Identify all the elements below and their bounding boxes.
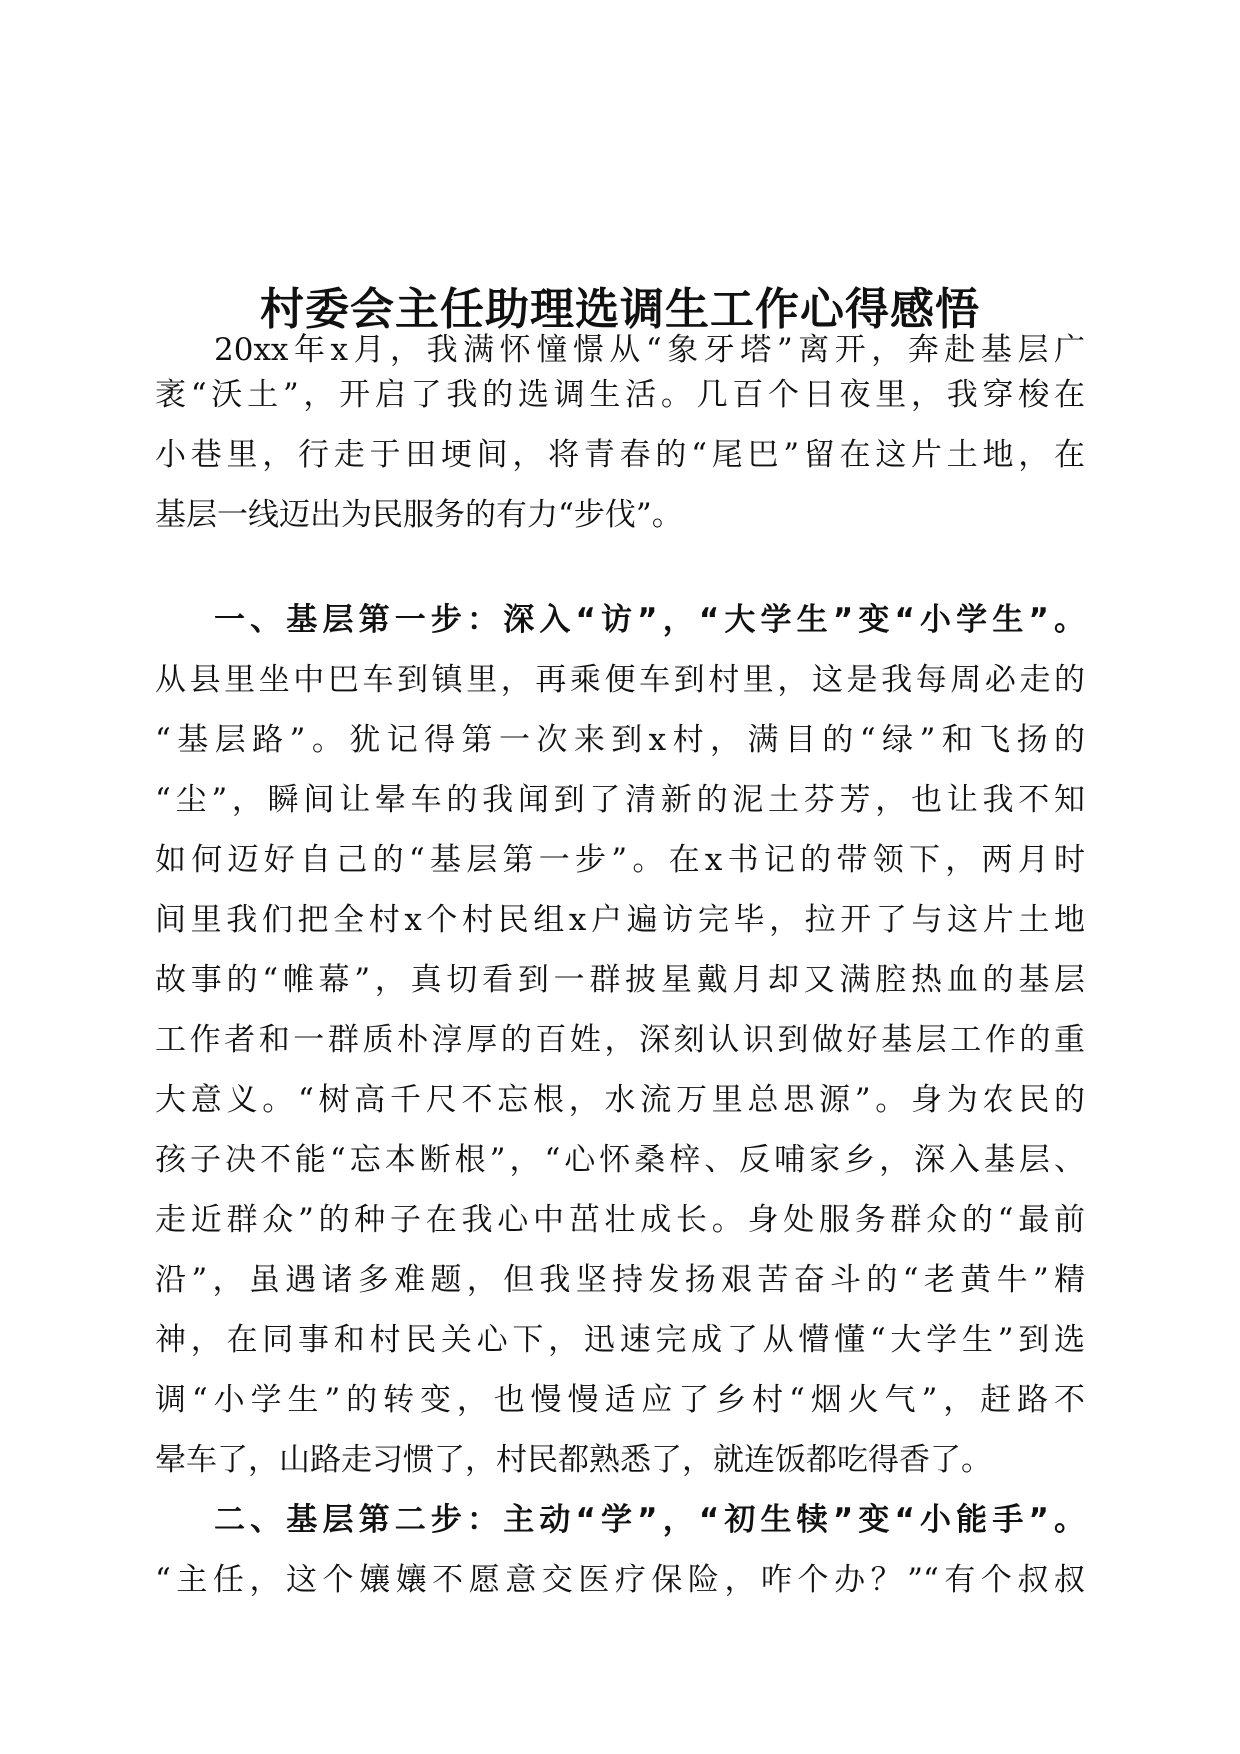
paragraph-1-line-3: 小巷里，行走于田埂间，将青春的“尾巴”留在这片土地，在	[155, 437, 1085, 473]
paragraph-2-line-10: 走近群众”的种子在我心中茁壮成长。身处服务群众的“最前	[155, 1202, 1085, 1238]
paragraph-3-line-1: “主任，这个孃孃不愿意交医疗保险，咋个办？”“有个叔叔	[155, 1562, 1085, 1598]
paragraph-2-line-6: 故事的“帷幕”，真切看到一群披星戴月却又满腔热血的基层	[155, 962, 1085, 998]
paragraph-2-line-13: 调“小学生”的转变，也慢慢适应了乡村“烟火气”，赶路不	[155, 1382, 1085, 1418]
document-title: 村委会主任助理选调生工作心得感悟	[260, 284, 980, 335]
section-heading-1: 一、基层第一步：深入“访”，“大学生”变“小学生”。	[214, 602, 1085, 638]
paragraph-2-line-14: 晕车了，山路走习惯了，村民都熟悉了，就连饭都吃得香了。	[155, 1442, 992, 1478]
paragraph-2-line-12: 神，在同事和村民关心下，迅速完成了从懵懂“大学生”到选	[155, 1322, 1085, 1358]
paragraph-2-line-4: 如何迈好自己的“基层第一步”。在x书记的带领下，两月时	[155, 842, 1085, 878]
paragraph-2-line-9: 孩子决不能“忘本断根”，“心怀桑梓、反哺家乡，深入基层、	[155, 1142, 1085, 1178]
paragraph-1-line-4: 基层一线迈出为民服务的有力“步伐”。	[155, 497, 683, 533]
paragraph-2-line-1: 从县里坐中巴车到镇里，再乘便车到村里，这是我每周必走的	[155, 662, 1085, 698]
paragraph-2-line-5: 间里我们把全村x个村民组x户遍访完毕，拉开了与这片土地	[155, 902, 1085, 938]
paragraph-1-line-2: 袤“沃土”，开启了我的选调生活。几百个日夜里，我穿梭在	[155, 377, 1085, 413]
paragraph-2-line-3: “尘”，瞬间让晕车的我闻到了清新的泥土芬芳，也让我不知	[155, 782, 1085, 818]
paragraph-2-line-7: 工作者和一群质朴淳厚的百姓，深刻认识到做好基层工作的重	[155, 1022, 1085, 1058]
paragraph-2-line-2: “基层路”。犹记得第一次来到x村，满目的“绿”和飞扬的	[155, 722, 1085, 758]
paragraph-1-line-1: 20xx年x月，我满怀憧憬从“象牙塔”离开，奔赴基层广	[214, 332, 1085, 368]
section-heading-2: 二、基层第二步：主动“学”，“初生犊”变“小能手”。	[214, 1502, 1085, 1538]
paragraph-2-line-11: 沿”，虽遇诸多难题，但我坚持发扬艰苦奋斗的“老黄牛”精	[155, 1262, 1085, 1298]
paragraph-2-line-8: 大意义。“树高千尺不忘根，水流万里总思源”。身为农民的	[155, 1082, 1085, 1118]
